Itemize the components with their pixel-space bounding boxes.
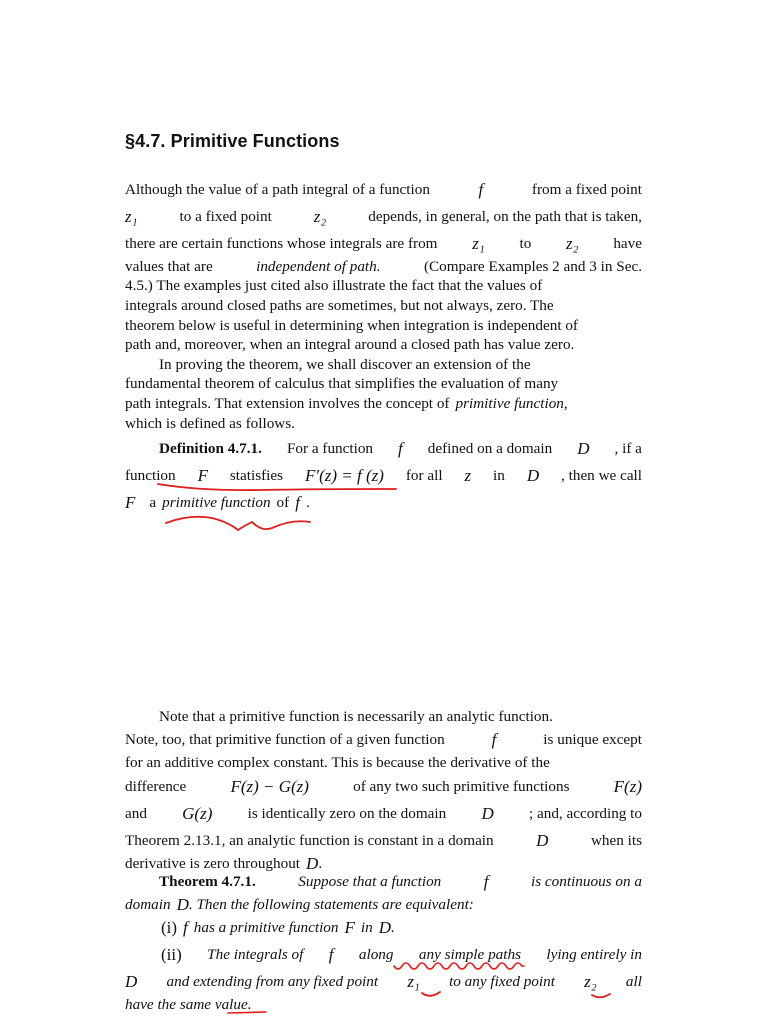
emphasis-text: primitive function (455, 394, 564, 412)
text: , then we call (561, 466, 642, 484)
text: to (519, 234, 532, 252)
math-formula: F′(z) = f (z) (304, 465, 384, 485)
text: all (625, 973, 642, 991)
text-line (125, 435, 642, 462)
text: function (125, 466, 176, 484)
math-symbol: D (176, 894, 189, 914)
text-line (125, 773, 642, 800)
text-line (125, 754, 642, 774)
text: integrals around closed paths are sometimes, but not always, zero. The (125, 296, 554, 314)
text-line (125, 296, 642, 316)
text-line (125, 895, 642, 915)
math-symbol: z (464, 465, 472, 485)
text: . (305, 493, 310, 511)
text-line (125, 462, 642, 489)
text-line (125, 489, 642, 516)
item-marker: (i) (161, 918, 178, 938)
text: In proving the theorem, we shall discover an extension of the (159, 355, 531, 373)
text: in (360, 919, 373, 937)
text: theorem below is useful in determining when integration is independent of (125, 316, 578, 334)
text-line (125, 335, 642, 355)
text: Although the value of a path integral of a function (125, 180, 430, 198)
text: to a fixed point (179, 207, 272, 225)
math-symbol: f (183, 918, 188, 938)
math-formula: F(z) (613, 776, 642, 796)
item-marker: (ii) (161, 945, 182, 965)
text-line (125, 277, 642, 297)
text: difference (125, 777, 187, 795)
text: have the same value. (125, 996, 252, 1014)
definition-block (125, 435, 642, 516)
math-symbol: f (398, 438, 403, 458)
text-line (125, 257, 642, 277)
text-line (125, 316, 642, 336)
text: path integrals. That extension involves the concept of (125, 394, 450, 412)
theorem-item-i (125, 915, 642, 942)
math-symbol: f (328, 945, 334, 965)
math-symbol: D (306, 853, 319, 873)
text: The integrals of (207, 946, 304, 964)
text: in (493, 466, 505, 484)
section-title: §4.7. Primitive Functions (125, 131, 340, 151)
text: derivative is zero throughout (125, 854, 301, 872)
math-symbol: z₁ (472, 233, 485, 253)
math-symbol: z₂ (313, 206, 327, 226)
text: to any fixed point (449, 973, 555, 991)
note-paragraph (125, 707, 642, 874)
text: defined on a domain (427, 439, 553, 457)
text: domain (125, 895, 171, 913)
math-symbol: D (125, 972, 138, 992)
theorem-item-ii (125, 942, 642, 969)
text: has a primitive function (193, 919, 339, 937)
text: 4.5.) The examples just cited also illustrate the fact that the values of (125, 277, 543, 295)
text: Theorem 2.13.1, an analytic function is constant in a domain (125, 831, 494, 849)
theorem-label: Theorem 4.7.1. (159, 872, 256, 890)
text: For a function (286, 439, 374, 457)
text-line (125, 827, 642, 854)
math-symbol: D (536, 830, 549, 850)
text: , (563, 394, 568, 412)
text: and (125, 804, 147, 822)
text: a (149, 493, 157, 511)
definition-label: Definition 4.7.1. (159, 439, 262, 457)
text: . (390, 919, 395, 937)
text-line (125, 203, 642, 230)
text-line (125, 375, 642, 395)
text: fundamental theorem of calculus that simplifies the evaluation of many (125, 375, 559, 393)
math-symbol: f (491, 730, 497, 750)
intro-paragraph (125, 176, 642, 433)
text: from a fixed point (531, 180, 642, 198)
text-line (125, 414, 642, 434)
text: . Then the following statements are equivalent: (188, 895, 474, 913)
math-symbol: f (483, 871, 489, 891)
text-line (125, 230, 642, 257)
math-symbol: D (577, 438, 590, 458)
math-symbol: z₂ (584, 972, 597, 992)
text: depends, in general, on the path that is taken, (368, 207, 642, 225)
text-line (125, 969, 642, 996)
theorem-block (125, 868, 642, 1015)
math-symbol: D (526, 465, 540, 485)
text: and extending from any fixed point (166, 973, 379, 991)
text: when its (590, 831, 642, 849)
text: of (276, 493, 290, 511)
text: there are certain functions whose integrals are from (125, 234, 438, 252)
text-line (125, 176, 642, 203)
text: statisfies (229, 466, 284, 484)
math-formula: F(z) − G(z) (230, 776, 309, 796)
emphasis-text: primitive function (162, 493, 271, 511)
text-line (125, 727, 642, 754)
math-symbol: z₂ (566, 233, 579, 253)
text-line (125, 868, 642, 895)
text: Note, too, that primitive function of a given function (125, 731, 445, 749)
emphasis-text: independent of path. (256, 257, 381, 275)
text: which is defined as follows. (125, 414, 295, 432)
text: is unique except (543, 731, 642, 749)
text: Note that a primitive function is necessarily an analytic function. (159, 707, 553, 725)
math-symbol: D (378, 918, 391, 938)
text-line (125, 996, 642, 1016)
math-symbol: z₁ (125, 206, 138, 226)
text-line (125, 707, 642, 727)
math-symbol: F (197, 465, 208, 485)
text: lying entirely in (546, 946, 642, 964)
math-symbol: F (344, 918, 355, 938)
text: for all (405, 466, 443, 484)
text: along (358, 946, 394, 964)
math-symbol: f (478, 179, 484, 199)
text: is identically zero on the domain (247, 804, 447, 822)
math-symbol: f (295, 492, 300, 512)
squiggle-primitive-function (166, 517, 310, 530)
text: values that are (125, 257, 213, 275)
text: Suppose that a function (298, 872, 442, 890)
text: have (613, 234, 642, 252)
math-symbol: D (481, 803, 494, 823)
text: of any two such primitive functions (353, 777, 570, 795)
text: for an additive complex constant. This is because the derivative of the (125, 754, 550, 772)
text-line (125, 800, 642, 827)
text: , if a (614, 439, 642, 457)
text: is continuous on a (531, 872, 642, 890)
text: path and, moreover, when an integral around a closed path has value zero. (125, 336, 575, 354)
text: ; and, according to (528, 804, 642, 822)
text-line (125, 394, 642, 414)
math-symbol: z₁ (407, 972, 420, 992)
math-formula: G(z) (182, 803, 213, 823)
text: (Compare Examples 2 and 3 in Sec. (423, 257, 642, 275)
math-symbol: F (125, 492, 136, 512)
text: any simple paths (418, 946, 521, 964)
text-line (125, 355, 642, 375)
text: . (318, 854, 323, 872)
